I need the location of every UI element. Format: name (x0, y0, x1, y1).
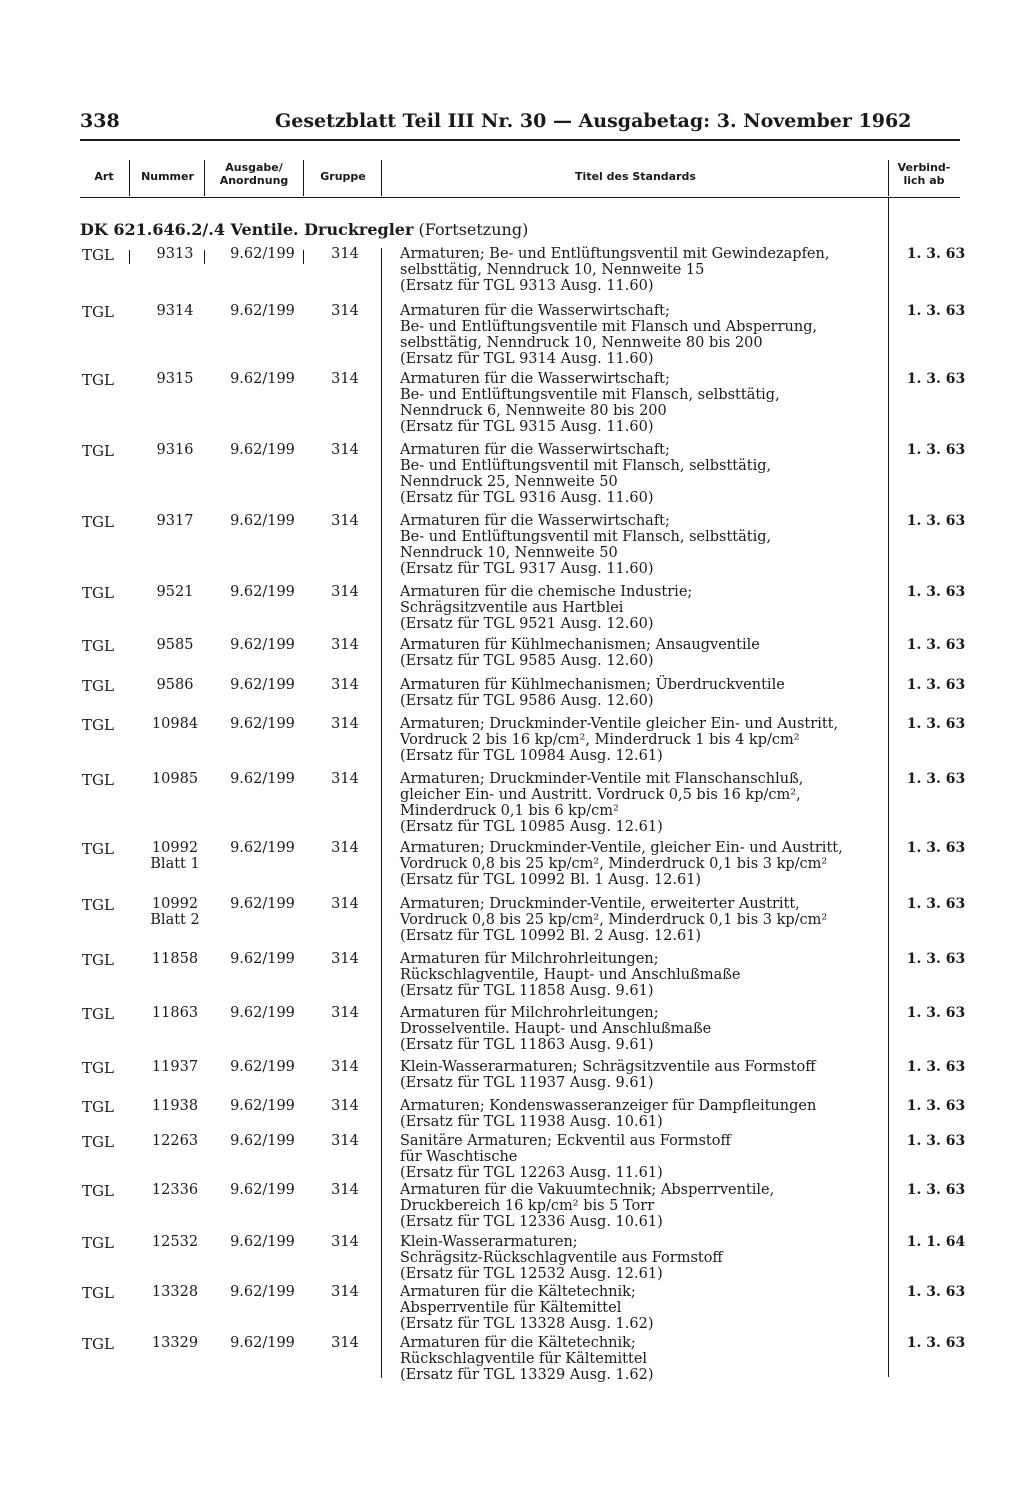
cell-gruppe: 314 (331, 303, 359, 319)
cell-titel-line: Druckbereich 16 kp/cm² bis 5 Torr (400, 1198, 655, 1214)
cell-titel-line: (Ersatz für TGL 13329 Ausg. 1.62) (400, 1367, 654, 1383)
cell-titel-line: Armaturen; Druckminder-Ventile, gleicher Ein- und Austritt, (400, 840, 843, 856)
cell-titel (400, 584, 880, 632)
cell-gruppe: 314 (331, 1133, 359, 1149)
cell-verbindlich: 1. 3. 63 (906, 1005, 966, 1021)
cell-ausgabe: 9.62/199 (230, 896, 295, 912)
cell-titel (400, 1098, 880, 1130)
cell-nummer-line: 11937 (151, 1059, 199, 1075)
cell-titel-line: (Ersatz für TGL 9314 Ausg. 11.60) (400, 351, 654, 367)
cell-gruppe: 314 (331, 371, 359, 387)
cell-gruppe: 314 (331, 840, 359, 856)
cell-nummer (130, 896, 220, 928)
cell-verbindlich: 1. 3. 63 (906, 1133, 966, 1149)
cell-art: TGL (82, 246, 114, 264)
cell-titel (400, 677, 880, 709)
cell-nummer-line: 13329 (151, 1335, 199, 1351)
cell-art: TGL (82, 371, 114, 389)
cell-titel (400, 896, 880, 944)
cell-titel-line: Armaturen; Druckminder-Ventile, erweiterter Austritt, (400, 896, 800, 912)
cell-art: TGL (82, 771, 114, 789)
cell-ausgabe: 9.62/199 (230, 442, 295, 458)
cell-titel-line: Armaturen für Milchrohrleitungen; (400, 951, 659, 967)
cell-titel-line: Armaturen; Druckminder-Ventile mit Flanschanschluß, (400, 771, 804, 787)
cell-nummer (130, 716, 220, 732)
cell-ausgabe: 9.62/199 (230, 1335, 295, 1351)
cell-verbindlich: 1. 3. 63 (906, 771, 966, 787)
cell-nummer-line: 11938 (151, 1098, 199, 1114)
cell-gruppe: 314 (331, 584, 359, 600)
cell-titel-line: Armaturen für die Wasserwirtschaft; (400, 513, 670, 529)
cell-gruppe: 314 (331, 716, 359, 732)
cell-titel-line: Be- und Entlüftungsventil mit Flansch, selbsttätig, (400, 529, 772, 545)
cell-gruppe: 314 (331, 1182, 359, 1198)
cell-nummer (130, 1335, 220, 1351)
cell-nummer (130, 677, 220, 693)
cell-verbindlich: 1. 3. 63 (906, 303, 966, 319)
cell-ausgabe: 9.62/199 (230, 513, 295, 529)
cell-titel-line: Minderdruck 0,1 bis 6 kp/cm² (400, 803, 619, 819)
cell-titel-line: gleicher Ein- und Austritt. Vordruck 0,5 bis 16 kp/cm², (400, 787, 801, 803)
cell-titel (400, 771, 880, 835)
cell-titel-line: (Ersatz für TGL 12263 Ausg. 11.61) (400, 1165, 663, 1181)
cell-nummer-line: 9585 (156, 637, 194, 653)
cell-titel-line: (Ersatz für TGL 9317 Ausg. 11.60) (400, 561, 654, 577)
cell-verbindlich: 1. 3. 63 (906, 637, 966, 653)
cell-titel (400, 1234, 880, 1282)
column-header-art: Art (94, 170, 114, 183)
cell-gruppe: 314 (331, 1234, 359, 1250)
cell-titel-line: Vordruck 0,8 bis 25 kp/cm², Minderdruck 0,1 bis 3 kp/cm² (400, 856, 828, 872)
cell-verbindlich: 1. 1. 64 (906, 1234, 966, 1250)
column-header-verbindlich-line2: lich ab (903, 174, 945, 187)
cell-titel-line: Be- und Entlüftungsventile mit Flansch und Absperrung, (400, 319, 818, 335)
column-header-nummer: Nummer (141, 170, 194, 183)
cell-titel-line: selbsttätig, Nenndruck 10, Nennweite 80 bis 200 (400, 335, 763, 351)
cell-titel-line: Nenndruck 10, Nennweite 50 (400, 545, 618, 561)
cell-gruppe: 314 (331, 513, 359, 529)
cell-titel (400, 1005, 880, 1053)
cell-titel-line: Be- und Entlüftungsventil mit Flansch, selbsttätig, (400, 458, 772, 474)
header-rule (80, 139, 960, 141)
cell-ausgabe: 9.62/199 (230, 371, 295, 387)
cell-ausgabe: 9.62/199 (230, 1182, 295, 1198)
cell-nummer-line: 9315 (156, 371, 194, 387)
cell-titel (400, 371, 880, 435)
column-header-gruppe: Gruppe (320, 170, 366, 183)
cell-nummer (130, 1234, 220, 1250)
cell-titel-line: (Ersatz für TGL 12532 Ausg. 12.61) (400, 1266, 663, 1282)
cell-art: TGL (82, 716, 114, 734)
cell-titel-line: (Ersatz für TGL 11937 Ausg. 9.61) (400, 1075, 654, 1091)
cell-verbindlich: 1. 3. 63 (906, 951, 966, 967)
column-header-ausgabe (205, 161, 303, 187)
cell-nummer (130, 1059, 220, 1075)
cell-art: TGL (82, 637, 114, 655)
cell-verbindlich: 1. 3. 63 (906, 677, 966, 693)
cell-nummer (130, 771, 220, 787)
column-headers (80, 157, 960, 197)
cell-titel-line: Armaturen für die Vakuumtechnik; Absperrventile, (400, 1182, 775, 1198)
cell-gruppe: 314 (331, 1284, 359, 1300)
cell-verbindlich: 1. 3. 63 (906, 716, 966, 732)
page-header (80, 110, 960, 136)
cell-art: TGL (82, 1284, 114, 1302)
cell-titel-line: Schrägsitz-Rückschlagventile aus Formstoff (400, 1250, 723, 1266)
cell-nummer-line: 11858 (151, 951, 199, 967)
cell-ausgabe: 9.62/199 (230, 951, 295, 967)
cell-nummer (130, 1005, 220, 1021)
cell-gruppe: 314 (331, 677, 359, 693)
cell-nummer-line: 9316 (156, 442, 194, 458)
column-header-verbindlich-line1: Verbind- (897, 161, 951, 174)
cell-titel-line: (Ersatz für TGL 9585 Ausg. 12.60) (400, 653, 654, 669)
cell-titel-line: (Ersatz für TGL 11858 Ausg. 9.61) (400, 983, 654, 999)
cell-nummer-line: 10992 (151, 840, 199, 856)
header-divider-3 (303, 160, 304, 196)
cell-titel (400, 951, 880, 999)
column-header-titel: Titel des Standards (575, 170, 696, 183)
cell-titel-line: (Ersatz für TGL 13328 Ausg. 1.62) (400, 1316, 654, 1332)
cell-titel-line: Nenndruck 6, Nennweite 80 bis 200 (400, 403, 667, 419)
cell-verbindlich: 1. 3. 63 (906, 896, 966, 912)
cell-art: TGL (82, 303, 114, 321)
cell-art: TGL (82, 1234, 114, 1252)
cell-verbindlich: 1. 3. 63 (906, 840, 966, 856)
cell-art: TGL (82, 840, 114, 858)
cell-ausgabe: 9.62/199 (230, 1059, 295, 1075)
cell-ausgabe: 9.62/199 (230, 637, 295, 653)
cell-titel-line: Rückschlagventile, Haupt- und Anschlußmaße (400, 967, 741, 983)
cell-gruppe: 314 (331, 246, 359, 262)
column-header-ausgabe-line1: Ausgabe/ (225, 161, 283, 174)
cell-nummer (130, 1098, 220, 1114)
column-header-verbindlich (888, 161, 960, 187)
cell-nummer-line: 9521 (156, 584, 194, 600)
cell-art: TGL (82, 442, 114, 460)
cell-art: TGL (82, 677, 114, 695)
cell-nummer-line: 11863 (151, 1005, 199, 1021)
cell-nummer-line: 13328 (151, 1284, 199, 1300)
cell-gruppe: 314 (331, 637, 359, 653)
cell-nummer (130, 1133, 220, 1149)
cell-titel-line: selbsttätig, Nenndruck 10, Nennweite 15 (400, 262, 705, 278)
cell-verbindlich: 1. 3. 63 (906, 1182, 966, 1198)
header-divider-4 (381, 160, 382, 196)
cell-titel (400, 1133, 880, 1181)
cell-titel-line: (Ersatz für TGL 10992 Bl. 2 Ausg. 12.61) (400, 928, 702, 944)
cell-verbindlich: 1. 3. 63 (906, 584, 966, 600)
cell-titel (400, 442, 880, 506)
cell-ausgabe: 9.62/199 (230, 677, 295, 693)
cell-titel (400, 637, 880, 669)
cell-verbindlich: 1. 3. 63 (906, 1335, 966, 1351)
cell-gruppe: 314 (331, 1059, 359, 1075)
cell-ausgabe: 9.62/199 (230, 1133, 295, 1149)
cell-ausgabe: 9.62/199 (230, 840, 295, 856)
cell-ausgabe: 9.62/199 (230, 771, 295, 787)
cell-art: TGL (82, 951, 114, 969)
cell-titel-line: Armaturen für die Wasserwirtschaft; (400, 303, 670, 319)
cell-titel-line: Schrägsitzventile aus Hartblei (400, 600, 624, 616)
section-heading-suffix: (Fortsetzung) (418, 220, 529, 239)
cell-titel (400, 1182, 880, 1230)
cell-titel-line: Armaturen für Kühlmechanismen; Ansaugventile (400, 637, 760, 653)
cell-nummer-line: 9314 (156, 303, 194, 319)
cell-titel-line: (Ersatz für TGL 9521 Ausg. 12.60) (400, 616, 654, 632)
cell-nummer (130, 951, 220, 967)
cell-titel (400, 1059, 880, 1091)
cell-nummer-line: 10985 (151, 771, 199, 787)
cell-art: TGL (82, 1098, 114, 1116)
cell-ausgabe: 9.62/199 (230, 246, 295, 262)
cell-titel-line: Vordruck 0,8 bis 25 kp/cm², Minderdruck 0,1 bis 3 kp/cm² (400, 912, 828, 928)
cell-nummer (130, 637, 220, 653)
cell-titel-line: Armaturen; Druckminder-Ventile gleicher Ein- und Austritt, (400, 716, 839, 732)
column-header-ausgabe-line2: Anordnung (219, 174, 289, 187)
cell-verbindlich: 1. 3. 63 (906, 1098, 966, 1114)
cell-titel-line: Be- und Entlüftungsventile mit Flansch, selbsttätig, (400, 387, 780, 403)
cell-titel-line: für Waschtische (400, 1149, 518, 1165)
cell-titel-line: (Ersatz für TGL 9316 Ausg. 11.60) (400, 490, 654, 506)
cell-art: TGL (82, 1335, 114, 1353)
cell-titel (400, 246, 880, 294)
cell-art: TGL (82, 1005, 114, 1023)
cell-nummer (130, 840, 220, 872)
page-title: Gesetzblatt Teil III Nr. 30 — Ausgabetag: 3. November 1962 (275, 110, 912, 132)
cell-nummer (130, 303, 220, 319)
cell-nummer-line: 9317 (156, 513, 194, 529)
cell-nummer-line: 9586 (156, 677, 194, 693)
header-divider-2 (204, 160, 205, 196)
cell-ausgabe: 9.62/199 (230, 716, 295, 732)
cell-titel-line: Vordruck 2 bis 16 kp/cm², Minderdruck 1 bis 4 kp/cm² (400, 732, 800, 748)
cell-verbindlich: 1. 3. 63 (906, 371, 966, 387)
cell-titel-line: (Ersatz für TGL 9586 Ausg. 12.60) (400, 693, 654, 709)
cell-art: TGL (82, 584, 114, 602)
cell-gruppe: 314 (331, 1005, 359, 1021)
cell-titel-line: (Ersatz für TGL 10992 Bl. 1 Ausg. 12.61) (400, 872, 702, 888)
cell-titel (400, 513, 880, 577)
cell-titel-line: Armaturen für Kühlmechanismen; Überdruckventile (400, 677, 785, 693)
cell-titel-line: Sanitäre Armaturen; Eckventil aus Formstoff (400, 1133, 731, 1149)
cell-titel-line: Armaturen; Kondenswasseranzeiger für Dampfleitungen (400, 1098, 817, 1114)
cell-titel-line: Armaturen für die Kältetechnik; (400, 1335, 636, 1351)
cell-ausgabe: 9.62/199 (230, 1098, 295, 1114)
section-heading (80, 220, 528, 239)
cell-titel-line: Armaturen für Milchrohrleitungen; (400, 1005, 659, 1021)
cell-titel (400, 840, 880, 888)
page-number: 338 (80, 110, 120, 132)
cell-verbindlich: 1. 3. 63 (906, 246, 966, 262)
cell-titel (400, 303, 880, 367)
cell-nummer-line: 10984 (151, 716, 199, 732)
cell-gruppe: 314 (331, 771, 359, 787)
cell-titel-line: Rückschlagventile für Kältemittel (400, 1351, 648, 1367)
cell-verbindlich: 1. 3. 63 (906, 513, 966, 529)
body-divider-verbindlich (888, 197, 889, 1377)
header-divider-5 (888, 160, 889, 196)
cell-verbindlich: 1. 3. 63 (906, 442, 966, 458)
cell-titel-line: (Ersatz für TGL 11863 Ausg. 9.61) (400, 1037, 654, 1053)
cell-verbindlich: 1. 3. 63 (906, 1284, 966, 1300)
cell-ausgabe: 9.62/199 (230, 584, 295, 600)
cell-titel-line: Nenndruck 25, Nennweite 50 (400, 474, 618, 490)
cell-nummer-line: 12532 (151, 1234, 199, 1250)
cell-gruppe: 314 (331, 442, 359, 458)
cell-ausgabe: 9.62/199 (230, 1234, 295, 1250)
cell-titel-line: Armaturen; Be- und Entlüftungsventil mit Gewindezapfen, (400, 246, 830, 262)
cell-ausgabe: 9.62/199 (230, 1005, 295, 1021)
cell-nummer (130, 1182, 220, 1198)
cell-titel-line: (Ersatz für TGL 12336 Ausg. 10.61) (400, 1214, 663, 1230)
cell-titel-line: (Ersatz für TGL 9313 Ausg. 11.60) (400, 278, 654, 294)
cell-gruppe: 314 (331, 951, 359, 967)
cell-art: TGL (82, 513, 114, 531)
cell-titel-line: Armaturen für die Wasserwirtschaft; (400, 371, 670, 387)
cell-art: TGL (82, 896, 114, 914)
cell-titel-line: Drosselventile. Haupt- und Anschlußmaße (400, 1021, 712, 1037)
cell-titel-line: (Ersatz für TGL 10984 Ausg. 12.61) (400, 748, 663, 764)
header-divider-1 (129, 160, 130, 196)
cell-nummer (130, 442, 220, 458)
cell-titel-line: (Ersatz für TGL 9315 Ausg. 11.60) (400, 419, 654, 435)
cell-titel-line: Klein-Wasserarmaturen; Schrägsitzventile aus Formstoff (400, 1059, 816, 1075)
cell-titel-line: Armaturen für die chemische Industrie; (400, 584, 693, 600)
cell-art: TGL (82, 1182, 114, 1200)
cell-nummer (130, 584, 220, 600)
cell-titel-line: Armaturen für die Kältetechnik; (400, 1284, 636, 1300)
cell-nummer (130, 246, 220, 262)
cell-nummer-line: 12263 (151, 1133, 199, 1149)
cell-art: TGL (82, 1133, 114, 1151)
cell-titel (400, 1335, 880, 1383)
cell-nummer-line: Blatt 2 (150, 912, 200, 928)
cell-titel-line: Armaturen für die Wasserwirtschaft; (400, 442, 670, 458)
cell-nummer-line: 12336 (151, 1182, 199, 1198)
body-divider-titel (381, 248, 382, 1378)
cell-gruppe: 314 (331, 1098, 359, 1114)
cell-gruppe: 314 (331, 896, 359, 912)
cell-titel-line: Absperrventile für Kältemittel (400, 1300, 622, 1316)
cell-ausgabe: 9.62/199 (230, 303, 295, 319)
cell-titel (400, 1284, 880, 1332)
cell-art: TGL (82, 1059, 114, 1077)
section-heading-prefix: DK 621.646.2/.4 Ventile. Druckregler (80, 220, 414, 239)
cell-nummer (130, 513, 220, 529)
cell-nummer-line: Blatt 1 (150, 856, 200, 872)
cell-nummer-line: 9313 (156, 246, 194, 262)
cell-ausgabe: 9.62/199 (230, 1284, 295, 1300)
cell-gruppe: 314 (331, 1335, 359, 1351)
cell-titel-line: Klein-Wasserarmaturen; (400, 1234, 578, 1250)
cell-verbindlich: 1. 3. 63 (906, 1059, 966, 1075)
cell-nummer (130, 1284, 220, 1300)
cell-nummer (130, 371, 220, 387)
cell-titel (400, 716, 880, 764)
cell-titel-line: (Ersatz für TGL 10985 Ausg. 12.61) (400, 819, 663, 835)
column-header-rule (80, 197, 960, 198)
cell-nummer-line: 10992 (151, 896, 199, 912)
cell-titel-line: (Ersatz für TGL 11938 Ausg. 10.61) (400, 1114, 663, 1130)
